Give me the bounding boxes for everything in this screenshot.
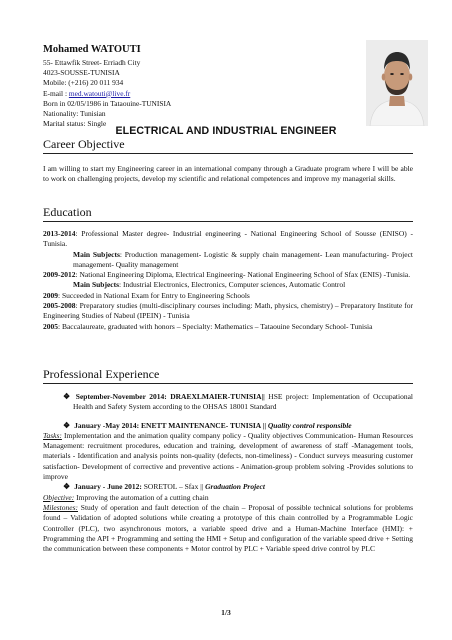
mobile-line: Mobile: (+216) 20 011 934 xyxy=(43,78,124,88)
email-link[interactable]: med.watouti@live.fr xyxy=(68,88,131,98)
tasks-label: Tasks: xyxy=(43,430,62,440)
experience-entry xyxy=(43,482,413,492)
email-label: E-mail : xyxy=(43,88,69,98)
diamond-bullet-icon: ❖ xyxy=(63,392,72,401)
subjects-label: Main Subjects xyxy=(73,249,120,259)
milestones-label: Milestones: xyxy=(43,502,78,512)
experience-company: SORETOL – Sfax || xyxy=(141,482,204,492)
education-text: : Professional Master degree- Industrial engineering - National Engineering School of Sousse (ENISO) -Tunisia. xyxy=(43,229,413,249)
career-objective-heading: Career Objective xyxy=(43,137,413,154)
marital-status-line: Marital status: Single xyxy=(43,119,107,129)
profile-photo xyxy=(366,40,428,126)
experience-milestones xyxy=(43,503,413,554)
education-text: : Preparatory studies (multi-disciplinary courses including: Math, physics, chemistry) – Preparatory Institute for Engineering Studies of Nabeul (IPEIN) - Tunisia xyxy=(43,301,413,321)
nationality-line: Nationality: Tunisian xyxy=(43,109,106,119)
milestones-text: Study of operation and fault detection of the chain – Proposal of possible technical solutions for problems found – Validation of adopted solutions while creating a prototype of this chain controlled by a Programmable Logic Controller (PLC), two asynchronous motors, a variable speed drive and a Human-Machine Interface (HMI): + Programming the API + Programming and setting the HMI + Setup and configuration of the variable speed drive + Setting the communication between these components + Motor control by PLC + Variable speed drive control by PLC xyxy=(43,502,413,554)
subjects-text: : Production management- Logistic & supply chain management- Lean manufacturing- Project management- Quality management xyxy=(73,249,413,269)
education-year: 2009 xyxy=(43,290,58,300)
page-number: 1/3 xyxy=(221,608,231,617)
education-entry xyxy=(43,301,413,322)
experience-head: January - June 2012: xyxy=(74,482,142,492)
education-entry xyxy=(43,291,413,301)
experience-entry xyxy=(43,421,413,431)
address-line-1: 55- Ettawfik Street- Erriadh City xyxy=(43,58,141,67)
experience-role: Graduation Project xyxy=(203,482,265,492)
experience-heading: Professional Experience xyxy=(43,367,413,384)
job-title: ELECTRICAL AND INDUSTRIAL ENGINEER xyxy=(115,125,337,137)
education-heading: Education xyxy=(43,205,413,222)
education-year: 2005 xyxy=(43,321,58,331)
diamond-bullet-icon: ❖ xyxy=(63,482,71,492)
education-text: : National Engineering Diploma, Electrical Engineering- National Engineering School of Sfax (ENIS) -Tunisia. xyxy=(75,270,411,280)
experience-objective xyxy=(43,493,413,503)
education-list xyxy=(43,229,413,332)
experience-list xyxy=(43,392,413,554)
experience-role: Quality control responsible xyxy=(265,420,352,430)
education-year: 2013-2014 xyxy=(43,229,76,238)
objective-text: Improving the automation of a cutting chain xyxy=(74,492,209,502)
experience-head: September-November 2014: DRAEXLMAIER-TUNISIA|| xyxy=(75,392,265,401)
education-text: : Baccalaureate, graduated with honors – Specialty: Mathematics – Tataouine Secondary School- Tunisia xyxy=(58,321,373,331)
experience-head: January -May 2014: ENETT MAINTENANCE- TUNISIA || xyxy=(74,420,266,430)
tasks-text: Implementation and the animation quality company policy - Quality objectives Communication- Human Resources Management: recruitment procedures, education and training, development of awareness of staff -Management tools, materials - Identification and analysis points non-quality (defects, non-timeliness) - Conduct surveys measuring customer satisfaction- Development of corrective and preventive actions - Animation-group problem solving -Provides solutions to improve xyxy=(43,430,413,482)
diamond-bullet-icon: ❖ xyxy=(63,420,71,430)
email-line xyxy=(43,89,343,99)
candidate-name: Mohamed WATOUTI xyxy=(43,44,141,55)
subjects-label: Main Subjects xyxy=(73,280,120,290)
education-subjects xyxy=(43,250,413,271)
address-line-2: 4023-SOUSSE-TUNISIA xyxy=(43,68,120,78)
subjects-text: : Industrial Electronics, Electronics, Computer sciences, Automatic Control xyxy=(119,280,346,290)
education-entry xyxy=(43,229,413,250)
experience-text: HSE project: Implementation of Occupational Health and Safety System according to the OHSAS 18001 Standard xyxy=(73,392,414,412)
experience-tasks xyxy=(43,431,413,482)
education-subjects xyxy=(43,280,413,290)
objective-label: Objective: xyxy=(43,492,75,502)
education-entry xyxy=(43,270,413,280)
education-year: 2009-2012 xyxy=(43,270,76,280)
experience-entry xyxy=(43,392,413,413)
contact-block xyxy=(43,44,343,129)
portrait-graphic xyxy=(366,40,428,126)
education-year: 2005-2008 xyxy=(43,301,76,311)
education-text: : Succeeded in National Exam for Entry to Engineering Schools xyxy=(58,290,250,300)
career-objective-text: I am willing to start my Engineering career in an international company through a Graduate program where I will be able to work on challenging projects, develop my scientific and relational competences and improve my managerial skills. xyxy=(43,164,413,184)
birth-line: Born in 02/05/1986 in Tataouine-TUNISIA xyxy=(43,98,172,108)
education-entry xyxy=(43,322,413,332)
